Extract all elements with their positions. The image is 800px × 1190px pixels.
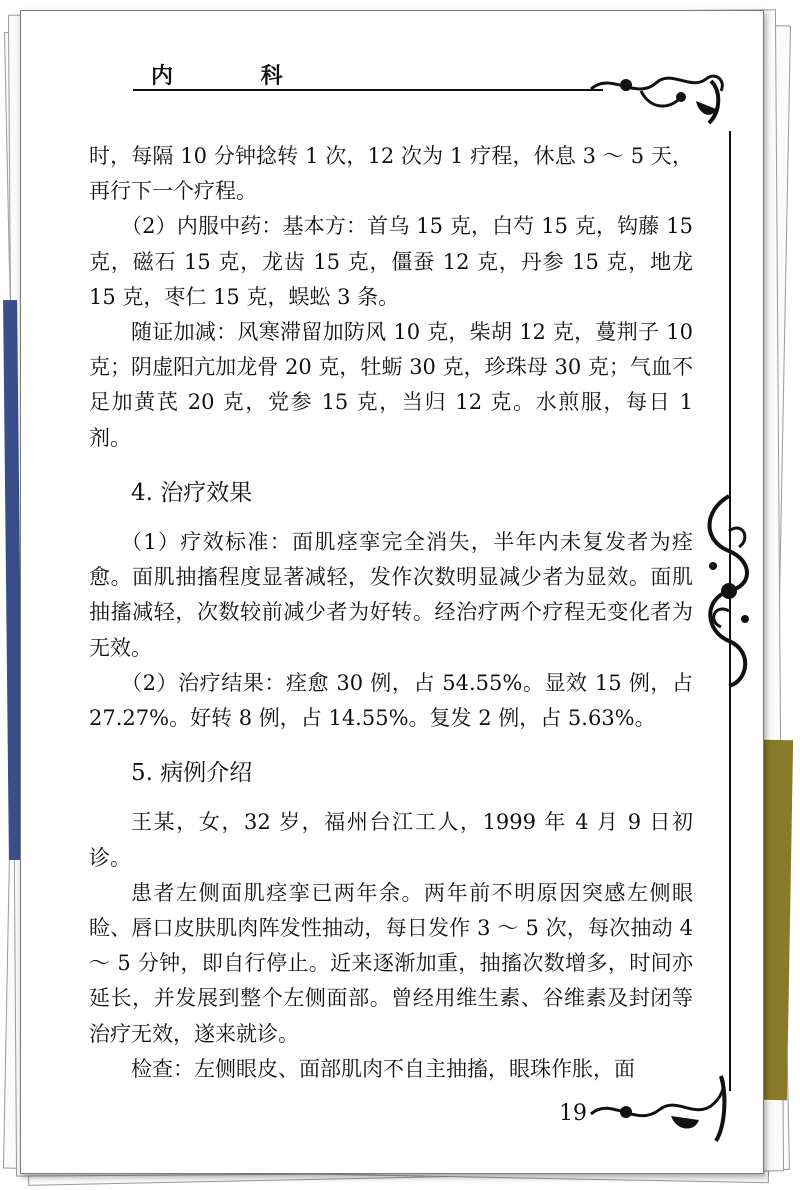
paragraph: 检查：左侧眼皮、面部肌肉不自主抽搐，眼珠作胀，面 — [131, 1056, 635, 1081]
paragraph: （2）治疗结果：痊愈 30 例，占 54.55%。显效 15 例，占 27.27%。好转 8 例，占 14.55%。复发 2 例，占 5.63%。 — [89, 670, 693, 731]
corner-ornament-icon — [581, 61, 731, 131]
paragraph: 王某，女，32 岁，福州台江工人，1999 年 4 月 9 日初诊。 — [89, 810, 693, 870]
header-rule — [133, 89, 603, 91]
page-number: 19 — [559, 1101, 587, 1126]
section-heading: 4. 治疗效果 — [131, 479, 253, 506]
paragraph: （2）内服中药：基本方：首乌 15 克，白芍 15 克，钩藤 15 克，磁石 15 克，龙齿 15 克，僵蚕 12 克，丹参 15 克，地龙 15 克，枣仁 15 克，蜈蚣 3 条。 — [89, 214, 693, 309]
paragraph: 随证加减：风寒滞留加防风 10 克，柴胡 12 克，蔓荆子 10 克；阴虚阳亢加龙骨 20 克，牡蛎 30 克，珍珠母 30 克；气血不足加黄芪 20 克，党参 15 克，当归 12 克。水煎服，每日 1 剂。 — [89, 320, 693, 450]
book-page — [20, 10, 764, 1174]
paragraph: （1）疗效标准：面肌痉挛完全消失，半年内未复发者为痊愈。面肌抽搐程度显著减轻，发作次数明显减少者为显效。面肌抽搐减轻，次数较前减少者为好转。经治疗两个疗程无变化者为无效。 — [89, 530, 693, 660]
paragraph: 患者左侧面肌痉挛已两年余。两年前不明原因突感左侧眼睑、唇口皮肤肌肉阵发性抽动，每日发作 3 ～ 5 次，每次抽动 4 ～ 5 分钟，即自行停止。近来逐渐加重，抽搐次数增多，时间亦延长，并发展到整个左侧面部。曾经用维生素、谷维素及封闭等治疗无效，遂来就诊。 — [89, 880, 693, 1046]
body-text — [89, 139, 693, 1087]
running-header: 内 科 — [151, 63, 323, 89]
paragraph: 时，每隔 10 分钟捻转 1 次，12 次为 1 疗程，休息 3 ～ 5 天，再行下一个疗程。 — [89, 144, 693, 204]
side-ornament-icon — [693, 491, 763, 691]
section-heading: 5. 病例介绍 — [131, 760, 253, 787]
